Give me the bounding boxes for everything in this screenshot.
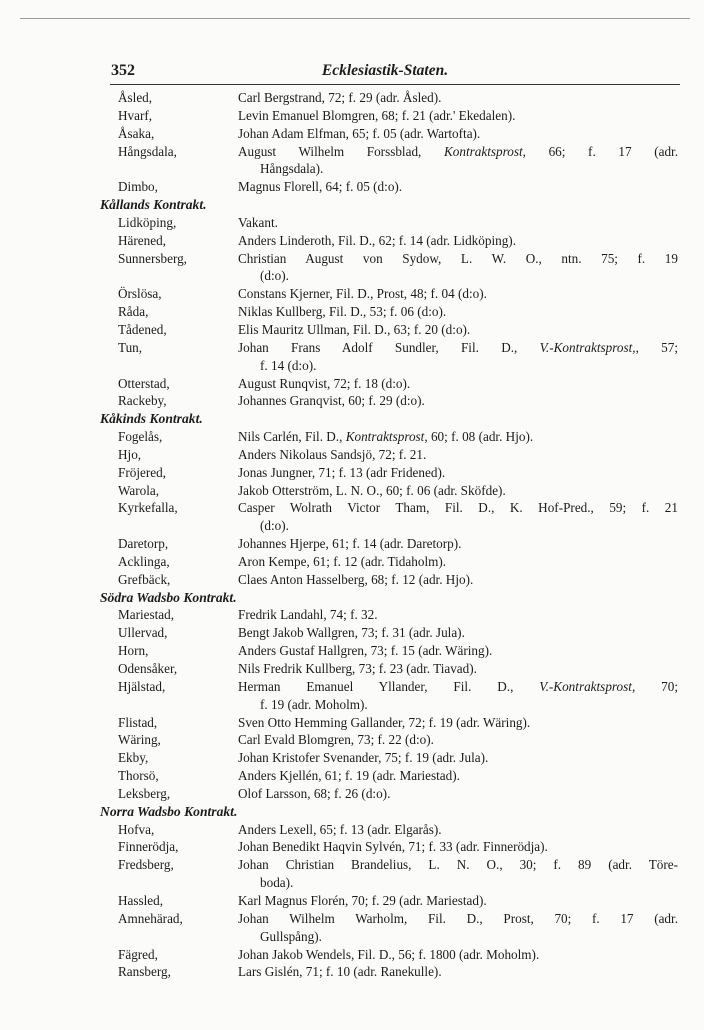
text-segment: Casper Wolrath Victor Tham, Fil. D., K. Hof-Pred., 59; f. 21 [238, 500, 678, 516]
text-segment: Johan Wilhelm Warholm, Fil. D., Prost, 70; f. 17 (adr. [238, 910, 678, 926]
incumbent-text [238, 838, 678, 856]
page-number: 352 [111, 62, 135, 79]
incumbent-text [238, 963, 678, 981]
list-entry-continuation [100, 517, 680, 535]
parish-list [100, 89, 680, 981]
list-entry [100, 107, 680, 125]
incumbent-text [238, 178, 678, 196]
list-entry [100, 910, 680, 928]
parish-name: Leksberg, [118, 785, 171, 801]
list-entry [100, 642, 680, 660]
parish-name: Fägred, [118, 946, 158, 962]
section-heading: Kåkinds Kontrakt. [100, 411, 203, 427]
list-entry [100, 714, 680, 732]
continuation-text: f. 14 (d:o). [260, 357, 317, 373]
incumbent-text [238, 553, 678, 571]
text-segment: Johan Frans Adolf Sundler, Fil. D., [238, 339, 540, 355]
parish-name: Åsled, [118, 90, 153, 105]
parish-name: Hångsdala, [118, 143, 177, 159]
text-segment: V.-Kontraktsprost, [539, 678, 636, 694]
list-entry [100, 553, 680, 571]
incumbent-text [238, 339, 678, 357]
parish-name: Flistad, [118, 714, 158, 730]
parish-name: Hjälstad, [118, 678, 166, 694]
parish-name: Hofva, [118, 821, 155, 837]
list-entry-continuation [100, 696, 680, 714]
parish-name: Wäring, [118, 732, 161, 748]
text-segment: Carl Evald Blomgren, 73; f. 22 (d:o). [238, 732, 434, 748]
incumbent-text [238, 678, 678, 696]
text-segment: Levin Emanuel Blomgren, 68; f. 21 (adr.' Ekedalen). [238, 107, 516, 123]
text-segment: Christian August von Sydow, L. W. O., ntn. 75; f. 19 [238, 250, 678, 266]
incumbent-text [238, 375, 678, 393]
text-segment: Sven Otto Hemming Gallander, 72; f. 19 (adr. Wäring). [238, 714, 531, 730]
text-segment: Olof Larsson, 68; f. 26 (d:o). [238, 785, 391, 801]
list-entry [100, 963, 680, 981]
list-entry [100, 946, 680, 964]
parish-name: Sunnersberg, [118, 250, 187, 266]
list-entry [100, 749, 680, 767]
incumbent-text [238, 214, 678, 232]
section-heading: Södra Wadsbo Kontrakt. [100, 589, 237, 605]
incumbent-text [238, 571, 678, 589]
text-segment: Kontraktsprost, [443, 143, 526, 159]
text-segment: Anders Linderoth, Fil. D., 62; f. 14 (adr. Lidköping). [238, 232, 516, 248]
text-segment: 66; f. 17 (adr. [525, 143, 679, 159]
list-entry [100, 838, 680, 856]
list-entry [100, 482, 680, 500]
text-segment: Johan Benedikt Haqvin Sylvén, 71; f. 33 (adr. Finnerödja). [238, 839, 548, 855]
list-entry-continuation [100, 160, 680, 178]
parish-name: Horn, [118, 643, 149, 659]
parish-name: Finnerödja, [118, 839, 179, 855]
list-entry [100, 303, 680, 321]
list-entry-continuation [100, 928, 680, 946]
parish-name: Hvarf, [118, 107, 153, 123]
incumbent-text [238, 392, 678, 410]
text-segment: Constans Kjerner, Fil. D., Prost, 48; f. 04 (d:o). [238, 286, 487, 302]
text-segment: Kontraktsprost, [345, 429, 428, 445]
incumbent-text [238, 642, 678, 660]
text-segment: Anders Gustaf Hallgren, 73; f. 15 (adr. Wäring). [238, 643, 493, 659]
list-entry [100, 232, 680, 250]
parish-name: Tun, [118, 339, 143, 355]
list-entry [100, 892, 680, 910]
section-heading: Norra Wadsbo Kontrakt. [100, 803, 238, 819]
list-entry [100, 143, 680, 161]
parish-name: Ullervad, [118, 625, 168, 641]
list-entry [100, 785, 680, 803]
incumbent-text [238, 785, 678, 803]
incumbent-text [238, 321, 678, 339]
parish-name: Hjo, [118, 446, 142, 462]
section-heading: Kållands Kontrakt. [100, 197, 207, 213]
text-segment: 70; [635, 678, 678, 694]
incumbent-text [238, 499, 678, 517]
list-entry [100, 856, 680, 874]
list-entry [100, 125, 680, 143]
list-entry [100, 678, 680, 696]
text-segment: Jakob Otterström, L. N. O., 60; f. 06 (adr. Sköfde). [238, 482, 506, 498]
incumbent-text [238, 749, 678, 767]
list-entry [100, 428, 680, 446]
incumbent-text [238, 482, 678, 500]
parish-name: Daretorp, [118, 536, 169, 552]
text-segment: 60; f. 08 (adr. Hjo). [427, 429, 534, 445]
parish-name: Fredsberg, [118, 857, 174, 873]
text-segment: Anders Nikolaus Sandsjö, 72; f. 21. [238, 446, 427, 462]
parish-name: Tådened, [118, 321, 167, 337]
text-segment: Vakant. [238, 214, 278, 230]
text-segment: Johan Christian Brandelius, L. N. O., 30; f. 89 (adr. Töre- [238, 857, 678, 873]
incumbent-text [238, 731, 678, 749]
parish-name: Ekby, [118, 750, 149, 766]
list-entry [100, 285, 680, 303]
list-entry [100, 375, 680, 393]
header-rule [110, 84, 680, 85]
text-segment: Aron Kempe, 61; f. 12 (adr. Tidaholm). [238, 553, 447, 569]
text-segment: Nils Carlén, Fil. D., [238, 429, 346, 445]
parish-name: Dimbo, [118, 179, 158, 195]
parish-name: Otterstad, [118, 375, 170, 391]
text-segment: Nils Fredrik Kullberg, 73; f. 23 (adr. Tiavad). [238, 661, 477, 676]
list-entry [100, 624, 680, 642]
text-segment: Herman Emanuel Yllander, Fil. D., [238, 678, 540, 694]
continuation-text: (d:o). [260, 518, 289, 534]
text-segment: Johannes Granqvist, 60; f. 29 (d:o). [238, 393, 425, 409]
parish-name: Råda, [118, 304, 149, 320]
list-entry [100, 464, 680, 482]
list-entry-continuation [100, 874, 680, 892]
list-entry [100, 821, 680, 839]
parish-name: Fröjered, [118, 464, 166, 480]
running-title: Ecklesiastik-Staten. [321, 62, 449, 79]
list-entry [100, 731, 680, 749]
incumbent-text [238, 107, 678, 125]
parish-name: Mariestad, [118, 607, 175, 623]
incumbent-text [238, 303, 678, 321]
incumbent-text [238, 856, 678, 874]
incumbent-text [238, 892, 678, 910]
incumbent-text [238, 446, 678, 464]
incumbent-text [238, 285, 678, 303]
incumbent-text [238, 821, 678, 839]
list-entry [100, 767, 680, 785]
list-entry [100, 392, 680, 410]
incumbent-text [238, 714, 678, 732]
incumbent-text [238, 910, 678, 928]
list-entry [100, 606, 680, 624]
list-entry [100, 214, 680, 232]
incumbent-text [238, 143, 678, 161]
list-entry [100, 660, 680, 678]
parish-name: Odensåker, [118, 661, 178, 676]
scan-edge-line [20, 18, 690, 19]
list-entry [100, 499, 680, 517]
list-entry [100, 571, 680, 589]
text-segment: Karl Magnus Florén, 70; f. 29 (adr. Mariestad). [238, 892, 487, 908]
text-segment: Bengt Jakob Wallgren, 73; f. 31 (adr. Jula). [238, 625, 465, 641]
incumbent-text [238, 535, 678, 553]
list-entry [100, 178, 680, 196]
incumbent-text [238, 767, 678, 785]
text-segment: Niklas Kullberg, Fil. D., 53; f. 06 (d:o). [238, 304, 447, 320]
text-segment: Carl Bergstrand, 72; f. 29 (adr. Åsled). [238, 90, 442, 105]
list-entry [100, 339, 680, 357]
text-segment: , 57; [635, 339, 678, 355]
incumbent-text [238, 232, 678, 250]
text-segment: Jonas Jungner, 71; f. 13 (adr Fridened). [238, 464, 446, 480]
parish-name: Ransberg, [118, 964, 171, 980]
list-entry [100, 321, 680, 339]
parish-name: Lidköping, [118, 214, 177, 230]
text-segment: Anders Kjellén, 61; f. 19 (adr. Mariestad). [238, 768, 460, 784]
parish-name: Grefbäck, [118, 571, 171, 587]
incumbent-text [238, 606, 678, 624]
list-entry [100, 89, 680, 107]
text-segment: Fredrik Landahl, 74; f. 32. [238, 607, 378, 623]
incumbent-text [238, 125, 678, 143]
text-segment: Johan Adam Elfman, 65; f. 05 (adr. Wartofta). [238, 125, 481, 141]
parish-name: Örslösa, [118, 286, 162, 302]
list-entry [100, 446, 680, 464]
text-segment: Johannes Hjerpe, 61; f. 14 (adr. Daretorp). [238, 536, 462, 552]
incumbent-text [238, 946, 678, 964]
incumbent-text [238, 464, 678, 482]
incumbent-text [238, 624, 678, 642]
text-segment: V.-Kontraktsprost, [539, 339, 636, 355]
text-segment: Anders Lexell, 65; f. 13 (adr. Elgarås). [238, 821, 442, 837]
incumbent-text [238, 428, 678, 446]
list-entry [100, 535, 680, 553]
continuation-text: Gullspång). [260, 928, 322, 944]
parish-name: Rackeby, [118, 393, 167, 409]
continuation-text: Hångsdala). [260, 161, 324, 177]
parish-name: Thorsö, [118, 768, 159, 784]
parish-name: Amnehärad, [118, 910, 183, 926]
parish-name: Acklinga, [118, 553, 170, 569]
text-segment: Elis Mauritz Ullman, Fil. D., 63; f. 20 (d:o). [238, 321, 471, 337]
continuation-text: f. 19 (adr. Moholm). [260, 696, 368, 712]
parish-name: Åsaka, [118, 125, 155, 141]
text-segment: Lars Gislén, 71; f. 10 (adr. Ranekulle). [238, 964, 442, 980]
continuation-text: boda). [260, 875, 294, 891]
text-segment: August Runqvist, 72; f. 18 (d:o). [238, 375, 411, 391]
list-entry-continuation [100, 357, 680, 375]
parish-name: Hassled, [118, 892, 164, 908]
continuation-text: (d:o). [260, 268, 289, 284]
parish-name: Härened, [118, 232, 166, 248]
text-segment: Johan Kristofer Svenander, 75; f. 19 (adr. Jula). [238, 750, 489, 766]
list-entry-continuation [100, 267, 680, 285]
parish-name: Warola, [118, 482, 160, 498]
text-segment: August Wilhelm Forssblad, [238, 143, 444, 159]
text-segment: Johan Jakob Wendels, Fil. D., 56; f. 1800 (adr. Moholm). [238, 946, 540, 962]
parish-name: Fogelås, [118, 429, 163, 445]
incumbent-text [238, 89, 678, 107]
text-segment: Claes Anton Hasselberg, 68; f. 12 (adr. Hjo). [238, 571, 474, 587]
text-segment: Magnus Florell, 64; f. 05 (d:o). [238, 179, 403, 195]
list-entry [100, 250, 680, 268]
parish-name: Kyrkefalla, [118, 500, 178, 516]
incumbent-text [238, 250, 678, 268]
incumbent-text [238, 660, 678, 678]
